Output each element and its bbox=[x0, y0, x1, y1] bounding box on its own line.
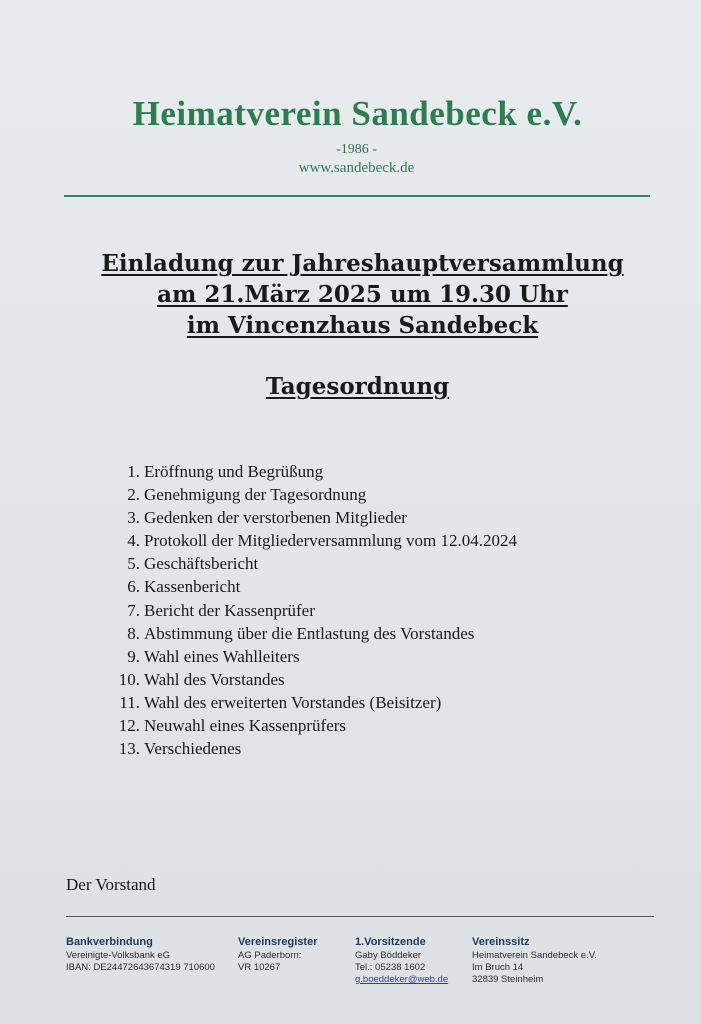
footer-chair-phone: Tel.: 05238 1602 bbox=[355, 962, 426, 973]
agenda-item-number: 5. bbox=[127, 554, 140, 574]
agenda-item-number: 4. bbox=[127, 531, 140, 551]
agenda-item bbox=[104, 645, 517, 668]
footer-seat-heading: Vereinssitz bbox=[472, 936, 530, 948]
header-divider bbox=[64, 195, 650, 197]
footer-chair-name: Gaby Böddeker bbox=[355, 950, 422, 961]
agenda-item bbox=[104, 599, 517, 622]
agenda-item bbox=[104, 691, 517, 714]
footer-seat bbox=[472, 936, 597, 986]
agenda-item-text: Abstimmung über die Entlastung des Vorstandes bbox=[144, 623, 475, 643]
footer-seat-org: Heimatverein Sandebeck e.V. bbox=[472, 950, 597, 961]
agenda-item bbox=[104, 668, 517, 691]
footer-bank-iban: IBAN: DE24472643674319 710600 bbox=[66, 962, 215, 973]
agenda-item bbox=[104, 622, 517, 645]
footer-register-heading: Vereinsregister bbox=[238, 936, 318, 948]
footer-divider bbox=[66, 916, 654, 917]
footer-bank-heading: Bankverbindung bbox=[66, 936, 153, 948]
founding-year: -1986 - bbox=[336, 142, 377, 157]
agenda-item-text: Kassenbericht bbox=[144, 577, 241, 597]
agenda-item-text: Neuwahl eines Kassenprüfers bbox=[144, 716, 347, 736]
agenda-item bbox=[104, 575, 517, 598]
agenda-item-number: 2. bbox=[127, 485, 140, 505]
agenda-heading bbox=[0, 373, 701, 400]
footer-bank-name: Vereinigte-Volksbank eG bbox=[66, 950, 171, 961]
agenda-list bbox=[104, 460, 517, 760]
footer-register-court: AG Paderborn: bbox=[238, 950, 302, 961]
agenda-item-number: 9. bbox=[127, 646, 140, 666]
agenda-item-text: Genehmigung der Tagesordnung bbox=[144, 485, 367, 505]
invitation-heading bbox=[0, 248, 701, 341]
agenda-item-number: 12. bbox=[118, 716, 140, 736]
letterhead bbox=[0, 94, 701, 177]
footer-bank bbox=[66, 936, 215, 974]
organization-name: Heimatverein Sandebeck e.V. bbox=[132, 94, 583, 133]
agenda-item-number: 6. bbox=[127, 577, 140, 597]
agenda-item-number: 3. bbox=[127, 508, 140, 528]
website-text: www.sandebeck.de bbox=[298, 160, 415, 176]
footer-register-number: VR 10267 bbox=[238, 962, 281, 973]
agenda-item-text: Wahl des erweiterten Vorstandes (Beisitzer) bbox=[144, 692, 442, 712]
agenda-item-number: 8. bbox=[127, 623, 140, 643]
agenda-item-text: Eröffnung und Begrüßung bbox=[144, 462, 324, 481]
footer-chair-heading: 1.Vorsitzende bbox=[355, 936, 426, 948]
agenda-item-number: 1. bbox=[127, 462, 140, 481]
agenda-title: Tagesordnung bbox=[265, 373, 450, 400]
agenda-item-number: 13. bbox=[118, 739, 140, 759]
footer-seat-city: 32839 Steinheim bbox=[472, 974, 544, 985]
footer-chair-email-link[interactable]: g.boeddeker@web.de bbox=[355, 974, 449, 985]
signature: Der Vorstand bbox=[66, 875, 156, 894]
invitation-line-2: am 21.März 2025 um 19.30 Uhr bbox=[157, 281, 568, 308]
agenda-item-text: Wahl des Vorstandes bbox=[144, 669, 285, 689]
agenda-item-text: Bericht der Kassenprüfer bbox=[144, 600, 315, 620]
agenda-item-text: Geschäftsbericht bbox=[144, 554, 259, 574]
agenda-item bbox=[104, 506, 517, 529]
agenda-item-text: Verschiedenes bbox=[144, 739, 242, 759]
footer-chair bbox=[355, 936, 448, 986]
agenda-item bbox=[104, 552, 517, 575]
agenda-item bbox=[104, 737, 517, 760]
footer-seat-street: Im Bruch 14 bbox=[472, 962, 524, 973]
agenda-item bbox=[104, 714, 517, 737]
agenda-item bbox=[104, 483, 517, 506]
agenda-item bbox=[104, 529, 517, 552]
footer-register bbox=[238, 936, 318, 974]
agenda-item-number: 10. bbox=[118, 669, 140, 689]
agenda-item-number: 11. bbox=[119, 692, 140, 712]
agenda-item-text: Protokoll der Mitgliederversammlung vom 12.04.2024 bbox=[144, 531, 518, 551]
invitation-line-3: im Vincenzhaus Sandebeck bbox=[186, 312, 539, 339]
agenda-item-text: Wahl eines Wahlleiters bbox=[144, 646, 300, 666]
agenda-item-text: Gedenken der verstorbenen Mitglieder bbox=[144, 508, 407, 528]
agenda-item-number: 7. bbox=[127, 600, 140, 620]
agenda-item bbox=[104, 460, 517, 483]
invitation-line-1: Einladung zur Jahreshauptversammlung bbox=[101, 250, 624, 277]
